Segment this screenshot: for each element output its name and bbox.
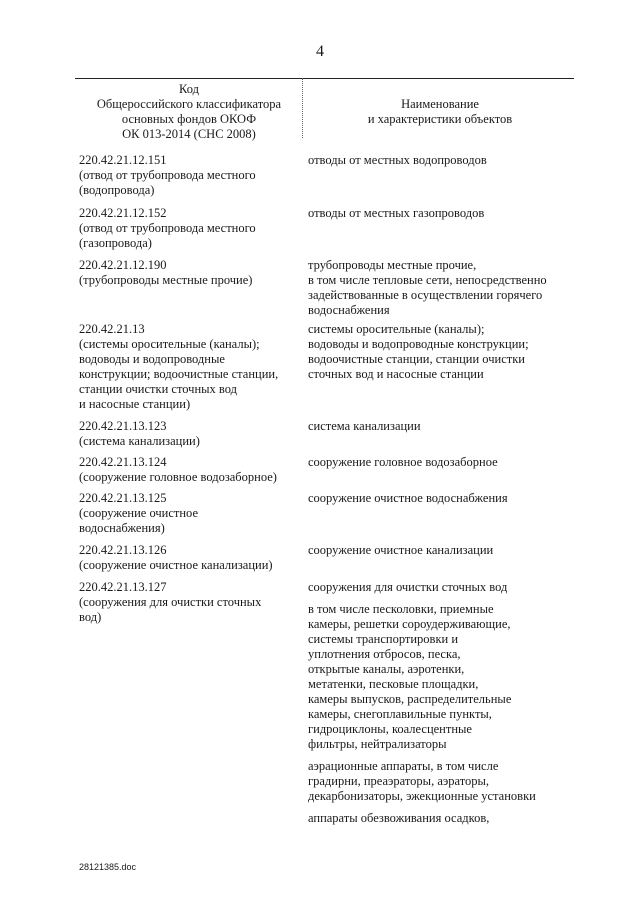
table-row (79, 258, 574, 318)
okof-code-description: (сооружение очистное (79, 506, 199, 520)
okof-code-description: конструкции; водоочистные станции, (79, 367, 279, 381)
object-name-cell (308, 206, 574, 251)
object-name-cell (308, 491, 574, 536)
okof-code-cell (79, 543, 308, 573)
table-row (79, 580, 574, 826)
okof-code: 220.42.21.13.126 (79, 543, 167, 557)
table-row (79, 543, 574, 573)
header-code-line: основных фондов ОКОФ (121, 112, 257, 126)
okof-code-cell (79, 322, 308, 412)
object-description-line: гидроциклоны, коалесцентные (308, 722, 472, 736)
okof-code: 220.42.21.13.125 (79, 491, 167, 505)
object-description-line: сооружение очистное канализации (308, 543, 494, 557)
okof-code-description: (сооружения для очистки сточных (79, 595, 262, 609)
object-description-line: фильтры, нейтрализаторы (308, 737, 447, 751)
object-name-cell (308, 322, 574, 412)
column-header-name (306, 97, 574, 127)
object-description-line: система канализации (308, 419, 421, 433)
object-description-line: сооружения для очистки сточных вод (308, 580, 508, 594)
table-row (79, 491, 574, 536)
object-description-block (308, 602, 574, 752)
okof-code: 220.42.21.13.124 (79, 455, 167, 469)
object-description-line: водоводы и водопроводные конструкции; (308, 337, 529, 351)
okof-code-description: водоводы и водопроводные (79, 352, 225, 366)
object-description-line: градирни, преаэраторы, аэраторы, (308, 774, 490, 788)
object-description-line: водоочистные станции, станции очистки (308, 352, 525, 366)
okof-code-description: (сооружение очистное канализации) (79, 558, 273, 572)
object-description-line: камеры, снегоплавильные пункты, (308, 707, 492, 721)
object-description-line: сооружение очистное водоснабжения (308, 491, 508, 505)
table-row (79, 455, 574, 485)
object-description-line: трубопроводы местные прочие, (308, 258, 477, 272)
okof-code-description: вод) (79, 610, 102, 624)
okof-code-description: (отвод от трубопровода местного (79, 221, 256, 235)
table-header-separator (302, 78, 303, 138)
object-description-line: камеры, решетки сороудерживающие, (308, 617, 511, 631)
object-description-line: метатенки, песковые площадки, (308, 677, 479, 691)
header-name-line: и характеристики объектов (367, 112, 513, 126)
okof-code-description: (сооружение головное водозаборное) (79, 470, 277, 484)
okof-code-description: и насосные станции) (79, 397, 191, 411)
object-description-line: сооружение головное водозаборное (308, 455, 498, 469)
okof-code: 220.42.21.12.190 (79, 258, 167, 272)
object-description-line: отводы от местных водопроводов (308, 153, 487, 167)
object-name-cell (308, 419, 574, 449)
object-description-line: аппараты обезвоживания осадков, (308, 811, 490, 825)
okof-code: 220.42.21.13 (79, 322, 145, 336)
object-description-line: системы оросительные (каналы); (308, 322, 485, 336)
table-header-rule (75, 78, 574, 79)
object-name-cell (308, 153, 574, 198)
okof-code-description: (трубопроводы местные прочие) (79, 273, 253, 287)
object-name-cell (308, 258, 574, 318)
object-description-block (308, 580, 574, 595)
header-name-line: Наименование (401, 97, 479, 111)
table-row (79, 153, 574, 198)
object-description-block (308, 153, 574, 168)
object-description-line: системы транспортировки и (308, 632, 459, 646)
object-description-line: открытые каналы, аэротенки, (308, 662, 465, 676)
object-description-block (308, 322, 574, 382)
object-description-line: задействованные в осуществлении горячего (308, 288, 543, 302)
okof-code-description: (газопровода) (79, 236, 152, 250)
object-description-line: отводы от местных газопроводов (308, 206, 485, 220)
header-code-line: Код (179, 82, 199, 96)
object-description-block (308, 759, 574, 804)
okof-code: 220.42.21.12.151 (79, 153, 167, 167)
okof-code-cell (79, 580, 308, 826)
table-row (79, 419, 574, 449)
okof-code-description: (системы оросительные (каналы); (79, 337, 260, 351)
object-description-block (308, 811, 574, 826)
object-description-line: аэрационные аппараты, в том числе (308, 759, 499, 773)
okof-code: 220.42.21.13.123 (79, 419, 167, 433)
okof-code-description: (водопровода) (79, 183, 155, 197)
object-description-line: уплотнения отбросов, песка, (308, 647, 461, 661)
okof-code-description: (отвод от трубопровода местного (79, 168, 256, 182)
object-description-line: сточных вод и насосные станции (308, 367, 484, 381)
object-description-line: в том числе песколовки, приемные (308, 602, 494, 616)
object-description-line: водоснабжения (308, 303, 390, 317)
header-code-line: Общероссийского классификатора (96, 97, 282, 111)
okof-code-description: водоснабжения) (79, 521, 165, 535)
object-description-block (308, 491, 574, 506)
object-description-block (308, 258, 574, 318)
okof-code-description: станции очистки сточных вод (79, 382, 237, 396)
object-name-cell (308, 580, 574, 826)
object-description-line: декарбонизаторы, эжекционные установки (308, 789, 536, 803)
okof-code-cell (79, 491, 308, 536)
object-description-line: камеры выпусков, распределительные (308, 692, 512, 706)
page-number: 4 (316, 43, 324, 60)
column-header-code (79, 82, 299, 142)
okof-code-cell (79, 153, 308, 198)
object-name-cell (308, 455, 574, 485)
okof-code: 220.42.21.13.127 (79, 580, 167, 594)
header-code-line: ОК 013-2014 (СНС 2008) (122, 127, 256, 141)
object-description-line: в том числе тепловые сети, непосредственно (308, 273, 547, 287)
object-description-block (308, 206, 574, 221)
table-row (79, 322, 574, 412)
okof-code-cell (79, 455, 308, 485)
object-description-block (308, 455, 574, 470)
okof-code-cell (79, 258, 308, 318)
okof-code: 220.42.21.12.152 (79, 206, 167, 220)
table-row (79, 206, 574, 251)
file-name-footer: 28121385.doc (79, 862, 137, 872)
okof-code-cell (79, 419, 308, 449)
okof-code-cell (79, 206, 308, 251)
object-description-block (308, 543, 574, 558)
object-description-block (308, 419, 574, 434)
object-name-cell (308, 543, 574, 573)
okof-code-description: (система канализации) (79, 434, 200, 448)
